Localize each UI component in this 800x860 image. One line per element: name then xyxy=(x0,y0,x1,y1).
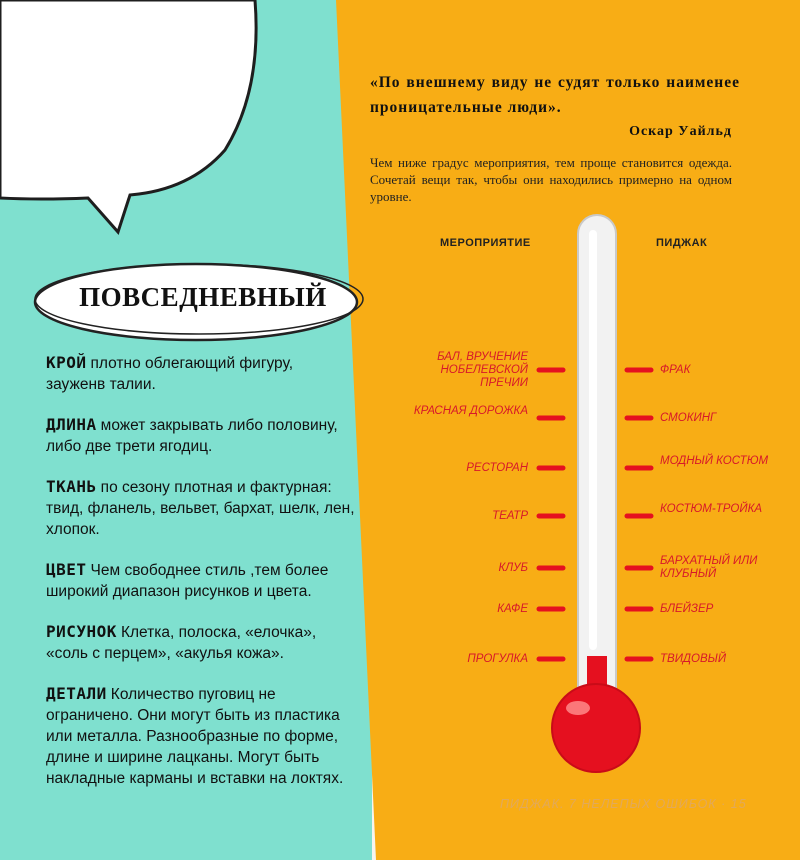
jacket-label: КОСТЮМ-ТРОЙКА xyxy=(660,503,763,515)
jacket-column-header: ПИДЖАК xyxy=(656,237,708,249)
param-text: по сезону плотная и фактурная: твид, фланель, вельвет, бархат, шелк, лен, хлопок. xyxy=(46,479,355,538)
event-label: БАЛ, ВРУЧЕНИЕ НОБЕЛЕВСКОЙ ПРЕЧИИ xyxy=(437,350,528,389)
instruction-note: Чем ниже градус мероприятия, тем проще становится одежда. Сочетай вещи так, чтобы они находились примерно на одном уровне. xyxy=(370,155,732,204)
param-text: плотно облегающий фигуру, зауженв талии. xyxy=(46,355,293,393)
jacket-label: БЛЕЙЗЕР xyxy=(660,602,714,615)
param-item xyxy=(46,621,356,664)
event-label: ТЕАТР xyxy=(492,509,528,522)
tube-shine xyxy=(589,230,597,650)
param-text: Клетка, полоска, «елочка», «соль с перцем», «акулья кожа». xyxy=(46,624,317,662)
jacket-label: ТВИДОВЫЙ xyxy=(660,652,727,665)
param-term: КРОЙ xyxy=(46,353,87,372)
parameters-list xyxy=(46,352,356,808)
param-term: ДЕТАЛИ xyxy=(46,684,107,703)
param-term: ДЛИНА xyxy=(46,415,97,434)
param-text: Чем свободнее стиль ,тем более широкий диапазон рисунков и цвета. xyxy=(46,562,329,600)
bulb-shine xyxy=(566,701,590,715)
param-term: ЦВЕТ xyxy=(46,560,87,579)
param-term: РИСУНОК xyxy=(46,622,117,641)
param-item xyxy=(46,476,356,540)
thermometer-bulb xyxy=(552,684,640,772)
param-text: Количество пуговиц не ограничено. Они могут быть из пластика или металла. Разнообразные по форме, длине и ширине лацканы. Могут быть накладные карманы и вставки на локтях. xyxy=(46,686,344,787)
jacket-label: МОДНЫЙ КОСТЮМ xyxy=(660,455,769,467)
style-heading: ПОВСЕДНЕВНЫЙ xyxy=(79,282,327,312)
param-item xyxy=(46,559,356,602)
quote: «По внешнему виду не судят только наименее проницательные люди». xyxy=(370,74,740,116)
jacket-label: СМОКИНГ xyxy=(660,411,717,424)
jacket-label: БАРХАТНЫЙ ИЛИ КЛУБНЫЙ xyxy=(660,555,758,580)
param-item xyxy=(46,683,356,789)
event-label: КРАСНАЯ ДОРОЖКА xyxy=(413,405,528,417)
param-text: может закрывать либо половину, либо две трети ягодиц. xyxy=(46,417,338,455)
page-footer: ПИДЖАК. 7 НЕЛЕПЫХ ОШИБОК · 15 xyxy=(500,797,747,811)
events-column-header: МЕРОПРИЯТИЕ xyxy=(440,237,531,249)
jacket-label: ФРАК xyxy=(660,363,691,376)
quote-author: Оскар Уайльд xyxy=(629,124,732,139)
param-item xyxy=(46,414,356,457)
event-label: ПРОГУЛКА xyxy=(467,652,528,665)
event-label: РЕСТОРАН xyxy=(466,461,528,474)
param-term: ТКАНЬ xyxy=(46,477,97,496)
param-item xyxy=(46,352,356,395)
event-label: КАФЕ xyxy=(497,602,528,615)
event-label: КЛУБ xyxy=(498,561,528,574)
